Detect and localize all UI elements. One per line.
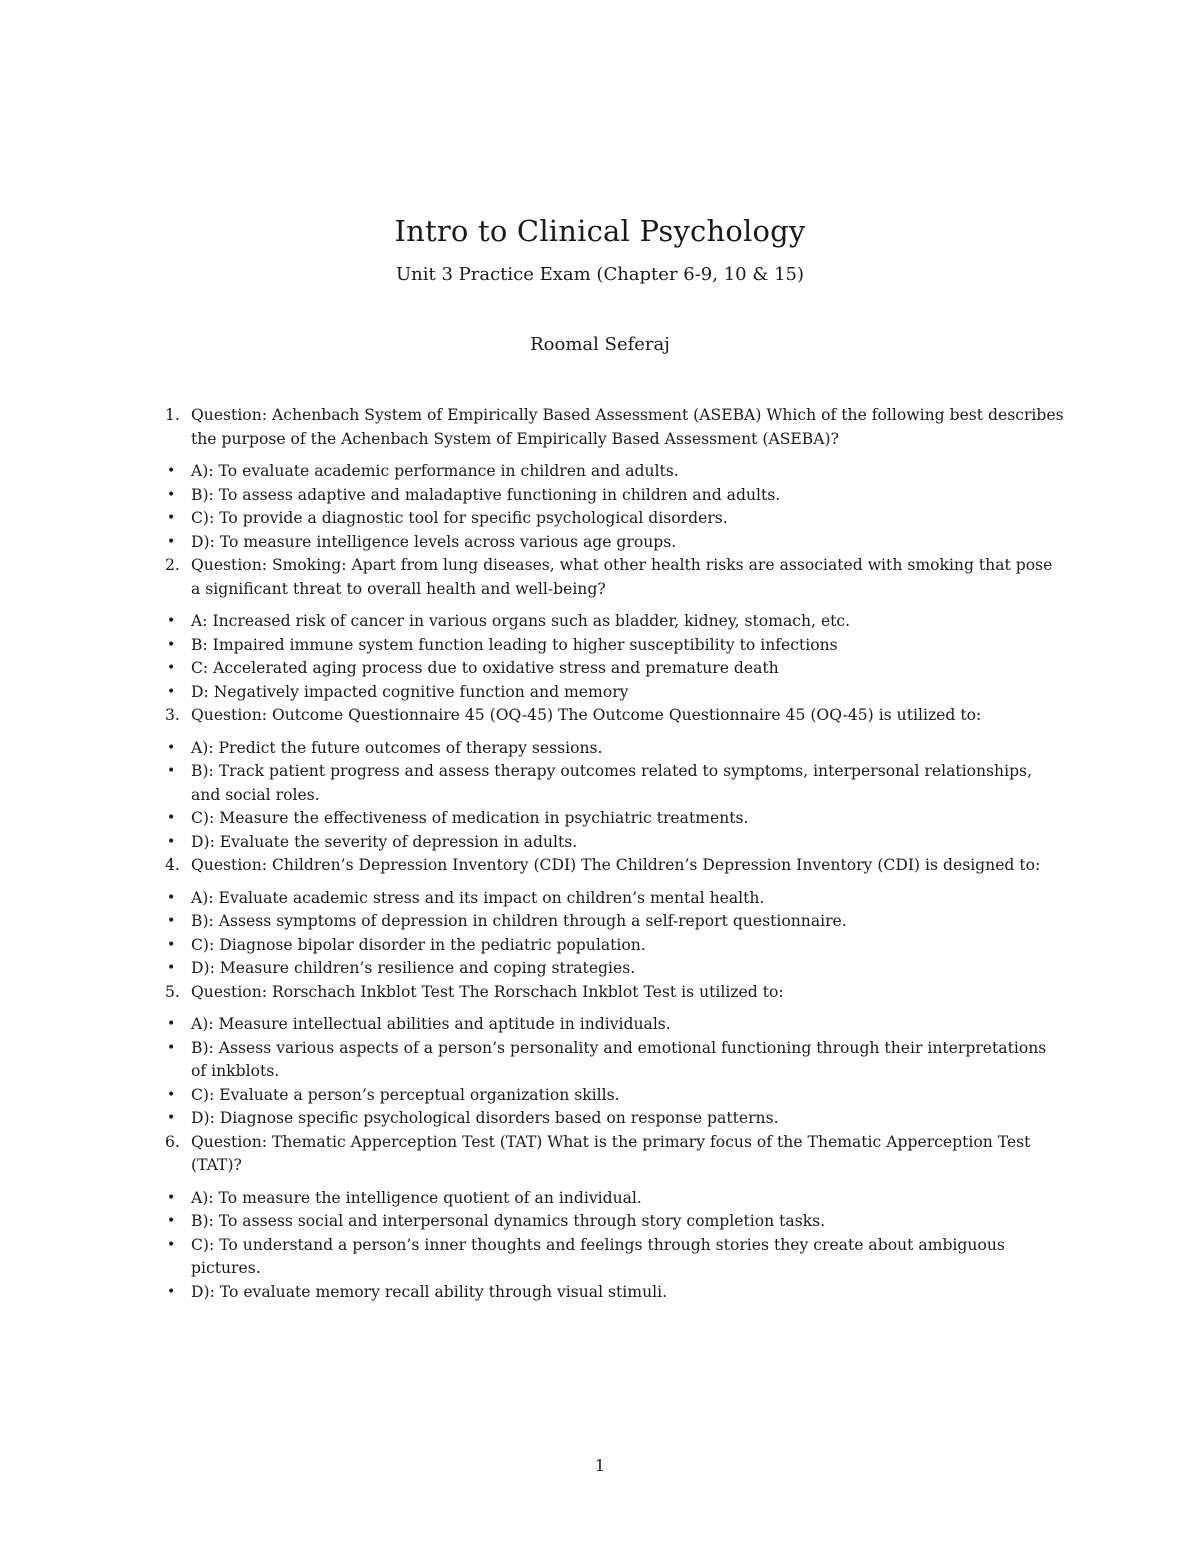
- bullet-icon: •: [167, 683, 176, 700]
- answer-option: [165, 760, 1065, 807]
- bullet-icon: •: [167, 636, 176, 653]
- question: [165, 1131, 1065, 1178]
- bullet-icon: •: [167, 533, 176, 550]
- question: [165, 554, 1065, 601]
- answer-option: [165, 910, 1065, 934]
- answer-option: [165, 887, 1065, 911]
- answer-option: [165, 634, 1065, 658]
- answer-option: [165, 1210, 1065, 1234]
- option-text: D): To measure intelligence levels across various age groups.: [191, 532, 677, 551]
- question-block: [165, 1131, 1065, 1305]
- bullet-icon: •: [167, 613, 176, 629]
- answer-option: [165, 807, 1065, 831]
- answer-option: [165, 507, 1065, 531]
- option-list: [165, 610, 1065, 704]
- option-list: [165, 1013, 1065, 1131]
- option-list: [165, 1187, 1065, 1305]
- answer-option: [165, 1084, 1065, 1108]
- answer-option: [165, 484, 1065, 508]
- option-text: B): To assess adaptive and maladaptive functioning in children and adults.: [191, 485, 781, 504]
- option-text: C): Diagnose bipolar disorder in the pediatric population.: [191, 935, 646, 954]
- option-text: D): Diagnose specific psychological disorders based on response patterns.: [191, 1109, 779, 1127]
- option-text: C): Evaluate a person’s perceptual organization skills.: [191, 1085, 620, 1104]
- bullet-icon: •: [167, 960, 176, 976]
- bullet-icon: •: [167, 833, 176, 850]
- bullet-icon: •: [167, 739, 176, 756]
- bullet-icon: •: [167, 463, 176, 479]
- bullet-icon: •: [167, 1016, 176, 1032]
- question-block: [165, 854, 1065, 981]
- question-number: 5.: [165, 982, 180, 1001]
- answer-option: [165, 1107, 1065, 1131]
- option-text: A): Evaluate academic stress and its impact on children’s mental health.: [191, 888, 765, 907]
- question-block: [165, 554, 1065, 704]
- bullet-icon: •: [167, 510, 176, 526]
- option-text: C): To understand a person’s inner thoughts and feelings through stories they create about ambiguous pictures.: [191, 1235, 1005, 1277]
- option-text: B): Assess symptoms of depression in children through a self-report questionnaire.: [191, 912, 847, 930]
- option-text: D): Evaluate the severity of depression in adults.: [191, 832, 578, 851]
- option-text: A: Increased risk of cancer in various organs such as bladder, kidney, stomach, etc.: [191, 612, 851, 630]
- answer-option: [165, 957, 1065, 981]
- option-text: A): To measure the intelligence quotient of an individual.: [191, 1188, 642, 1207]
- bullet-icon: •: [167, 1283, 176, 1300]
- option-text: C: Accelerated aging process due to oxidative stress and premature death: [191, 659, 779, 677]
- question: [165, 404, 1065, 451]
- answer-option: [165, 531, 1065, 555]
- answer-option: [165, 610, 1065, 634]
- option-text: A): Measure intellectual abilities and aptitude in individuals.: [191, 1015, 671, 1033]
- answer-option: [165, 737, 1065, 761]
- question-list: [165, 404, 1065, 1304]
- option-text: D: Negatively impacted cognitive function and memory: [191, 682, 629, 701]
- option-text: A): Predict the future outcomes of therapy sessions.: [191, 738, 603, 757]
- question-number: 2.: [165, 556, 180, 574]
- question-block: [165, 704, 1065, 854]
- option-text: A): To evaluate academic performance in children and adults.: [191, 462, 679, 480]
- bullet-icon: •: [167, 763, 176, 779]
- question: [165, 704, 1065, 728]
- option-text: B: Impaired immune system function leading to higher susceptibility to infections: [191, 635, 838, 654]
- bullet-icon: •: [167, 1086, 176, 1103]
- question-block: [165, 981, 1065, 1131]
- question-number: 3.: [165, 706, 180, 724]
- answer-option: [165, 831, 1065, 855]
- bullet-icon: •: [167, 936, 176, 953]
- option-list: [165, 460, 1065, 554]
- question-text: Question: Achenbach System of Empirically Based Assessment (ASEBA) Which of the following best describes the purpose of the Achenbach System of Empirically Based Assessment (ASEBA)?: [191, 406, 1064, 448]
- option-text: B): Track patient progress and assess therapy outcomes related to symptoms, interpersonal relationships, and social roles.: [191, 762, 1033, 804]
- answer-option: [165, 460, 1065, 484]
- bullet-icon: •: [167, 1236, 176, 1253]
- bullet-icon: •: [167, 1213, 176, 1229]
- document-title: Intro to Clinical Psychology: [394, 214, 806, 248]
- bullet-icon: •: [167, 1189, 176, 1206]
- document-author: Roomal Seferaj: [530, 334, 670, 355]
- answer-option: [165, 934, 1065, 958]
- question-block: [165, 404, 1065, 554]
- question-text: Question: Outcome Questionnaire 45 (OQ-45) The Outcome Questionnaire 45 (OQ-45) is utilized to:: [191, 706, 982, 724]
- document-subtitle: Unit 3 Practice Exam (Chapter 6-9, 10 & 15): [395, 264, 804, 285]
- question-text: Question: Smoking: Apart from lung diseases, what other health risks are associated with smoking that pose a significant threat to overall health and well-being?: [191, 556, 1053, 598]
- bullet-icon: •: [167, 486, 176, 503]
- bullet-icon: •: [167, 889, 176, 906]
- bullet-icon: •: [167, 810, 176, 826]
- bullet-icon: •: [167, 660, 176, 676]
- answer-option: [165, 657, 1065, 681]
- question-text: Question: Children’s Depression Inventory (CDI) The Children’s Depression Inventory (CDI) is designed to:: [191, 856, 1041, 874]
- option-list: [165, 737, 1065, 855]
- option-text: B): Assess various aspects of a person’s personality and emotional functioning through their interpretations of inkblots.: [191, 1038, 1047, 1080]
- option-text: C): Measure the effectiveness of medication in psychiatric treatments.: [191, 809, 749, 827]
- bullet-icon: •: [167, 1110, 176, 1126]
- answer-option: [165, 1187, 1065, 1211]
- question-text: Question: Rorschach Inkblot Test The Rorschach Inkblot Test is utilized to:: [191, 982, 784, 1001]
- question-text: Question: Thematic Apperception Test (TAT) What is the primary focus of the Thematic Apperception Test (TAT)?: [191, 1132, 1031, 1174]
- question: [165, 981, 1065, 1005]
- bullet-icon: •: [167, 1039, 176, 1056]
- question-number: 4.: [165, 856, 180, 874]
- question-number: 1.: [165, 406, 180, 424]
- answer-option: [165, 1037, 1065, 1084]
- page-number: 1: [594, 1456, 606, 1475]
- answer-option: [165, 1234, 1065, 1281]
- option-list: [165, 887, 1065, 981]
- answer-option: [165, 1281, 1065, 1305]
- bullet-icon: •: [167, 913, 176, 929]
- question: [165, 854, 1065, 878]
- option-text: D): Measure children’s resilience and coping strategies.: [191, 959, 636, 977]
- answer-option: [165, 1013, 1065, 1037]
- answer-option: [165, 681, 1065, 705]
- option-text: D): To evaluate memory recall ability through visual stimuli.: [191, 1282, 668, 1301]
- question-number: 6.: [165, 1132, 180, 1151]
- option-text: C): To provide a diagnostic tool for specific psychological disorders.: [191, 509, 728, 527]
- option-text: B): To assess social and interpersonal dynamics through story completion tasks.: [191, 1212, 826, 1230]
